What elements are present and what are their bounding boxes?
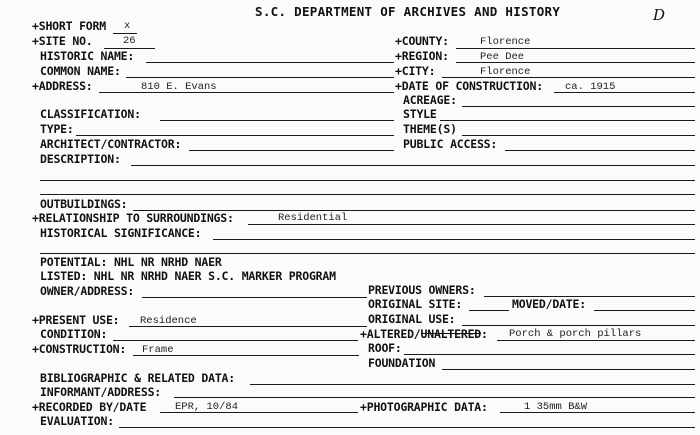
type-line[interactable]	[76, 135, 394, 136]
recorded-by-value[interactable]: EPR, 10/84	[175, 401, 239, 413]
original-site-line[interactable]	[469, 310, 509, 311]
altered-line	[497, 340, 695, 341]
type-label: TYPE:	[40, 122, 74, 136]
form-title: S.C. DEPARTMENT OF ARCHIVES AND HISTORY	[255, 4, 561, 19]
recorded-by-label: +RECORDED BY/DATE	[32, 400, 147, 414]
relationship-label: +RELATIONSHIP TO SURROUNDINGS:	[32, 211, 234, 225]
photographic-line	[500, 412, 695, 413]
historic-name-label: HISTORIC NAME:	[40, 49, 135, 63]
outbuildings-label: OUTBUILDINGS:	[40, 197, 128, 211]
address-value[interactable]: 810 E. Evans	[141, 81, 217, 93]
public-access-line[interactable]	[505, 150, 695, 151]
description-line-2[interactable]	[40, 180, 695, 181]
short-form-line	[113, 33, 137, 34]
date-construction-value[interactable]: ca. 1915	[565, 81, 616, 93]
county-line	[456, 48, 695, 49]
original-use-label: ORIGINAL USE:	[368, 312, 456, 326]
relationship-value[interactable]: Residential	[278, 212, 348, 224]
style-label: STYLE	[403, 107, 437, 121]
roof-line[interactable]	[404, 354, 695, 355]
recorded-by-line	[160, 412, 358, 413]
description-line-3[interactable]	[40, 194, 695, 195]
historical-significance-line-2[interactable]	[40, 253, 695, 254]
foundation-label: FOUNDATION	[368, 356, 436, 370]
construction-value[interactable]: Frame	[142, 344, 174, 356]
style-line[interactable]	[440, 120, 695, 121]
construction-line	[133, 355, 359, 356]
owner-address-line[interactable]	[142, 297, 367, 298]
common-name-line[interactable]	[126, 77, 394, 78]
county-value[interactable]: Florence	[480, 36, 531, 48]
present-use-line	[129, 326, 367, 327]
date-construction-label: +DATE OF CONSTRUCTION:	[395, 79, 543, 93]
condition-label: CONDITION:	[40, 327, 108, 341]
historical-significance-label: HISTORICAL SIGNIFICANCE:	[40, 226, 202, 240]
listed-label: LISTED: NHL NR NRHD NAER S.C. MARKER PROGRAM	[40, 269, 336, 283]
county-label: +COUNTY:	[395, 34, 449, 48]
bibliographic-label: BIBLIOGRAPHIC & RELATED DATA:	[40, 371, 235, 385]
city-label: +CITY:	[395, 64, 436, 78]
original-site-label: ORIGINAL SITE:	[368, 297, 463, 311]
photographic-label: +PHOTOGRAPHIC DATA:	[360, 400, 488, 414]
classification-label: CLASSIFICATION:	[40, 107, 141, 121]
evaluation-line[interactable]	[119, 427, 695, 428]
construction-label: +CONSTRUCTION:	[32, 342, 127, 356]
moved-date-label: MOVED/DATE:	[512, 297, 586, 311]
architect-line[interactable]	[189, 150, 394, 151]
present-use-value[interactable]: Residence	[140, 315, 197, 327]
altered-label: +ALTERED/UNALTERED:	[360, 327, 488, 341]
public-access-label: PUBLIC ACCESS:	[403, 137, 498, 151]
region-label: +REGION:	[395, 49, 449, 63]
altered-value[interactable]: Porch & porch pillars	[509, 328, 642, 340]
themes-label: THEME(S)	[403, 122, 457, 136]
photographic-value[interactable]: 1 35mm B&W	[524, 401, 588, 413]
date-construction-line	[554, 92, 695, 93]
architect-label: ARCHITECT/CONTRACTOR:	[40, 137, 182, 151]
owner-address-label: OWNER/ADDRESS:	[40, 284, 135, 298]
historic-name-line[interactable]	[146, 62, 394, 63]
unaltered-struck: UNALTERED	[420, 327, 482, 341]
historical-significance-line-1[interactable]	[213, 239, 695, 240]
acreage-label: ACREAGE:	[403, 93, 457, 107]
foundation-line[interactable]	[442, 369, 695, 370]
previous-owners-label: PREVIOUS OWNERS:	[368, 283, 476, 297]
themes-line[interactable]	[462, 135, 695, 136]
short-form-value[interactable]: x	[124, 20, 131, 32]
evaluation-label: EVALUATION:	[40, 414, 114, 428]
informant-label: INFORMANT/ADDRESS:	[40, 385, 162, 399]
classification-line[interactable]	[160, 120, 394, 121]
city-line	[442, 77, 695, 78]
description-label: DESCRIPTION:	[40, 152, 121, 166]
common-name-label: COMMON NAME:	[40, 64, 121, 78]
city-value[interactable]: Florence	[480, 66, 531, 78]
present-use-label: +PRESENT USE:	[32, 313, 120, 327]
description-line-1[interactable]	[131, 165, 695, 166]
original-use-line[interactable]	[462, 325, 695, 326]
bibliographic-line[interactable]	[250, 384, 695, 385]
corner-mark: D	[653, 6, 666, 24]
address-label: +ADDRESS:	[32, 79, 93, 93]
moved-date-line[interactable]	[594, 310, 695, 311]
potential-label: POTENTIAL: NHL NR NRHD NAER	[40, 255, 222, 269]
short-form-label: +SHORT FORM	[32, 19, 106, 33]
relationship-line	[248, 224, 695, 225]
site-no-label: +SITE NO.	[32, 34, 93, 48]
address-line	[99, 92, 394, 93]
roof-label: ROOF:	[368, 341, 402, 355]
region-line	[456, 62, 695, 63]
informant-line[interactable]	[174, 397, 695, 398]
acreage-line[interactable]	[462, 106, 695, 107]
site-no-value[interactable]: 26	[123, 35, 136, 47]
condition-line[interactable]	[113, 340, 358, 341]
region-value[interactable]: Pee Dee	[480, 51, 525, 63]
